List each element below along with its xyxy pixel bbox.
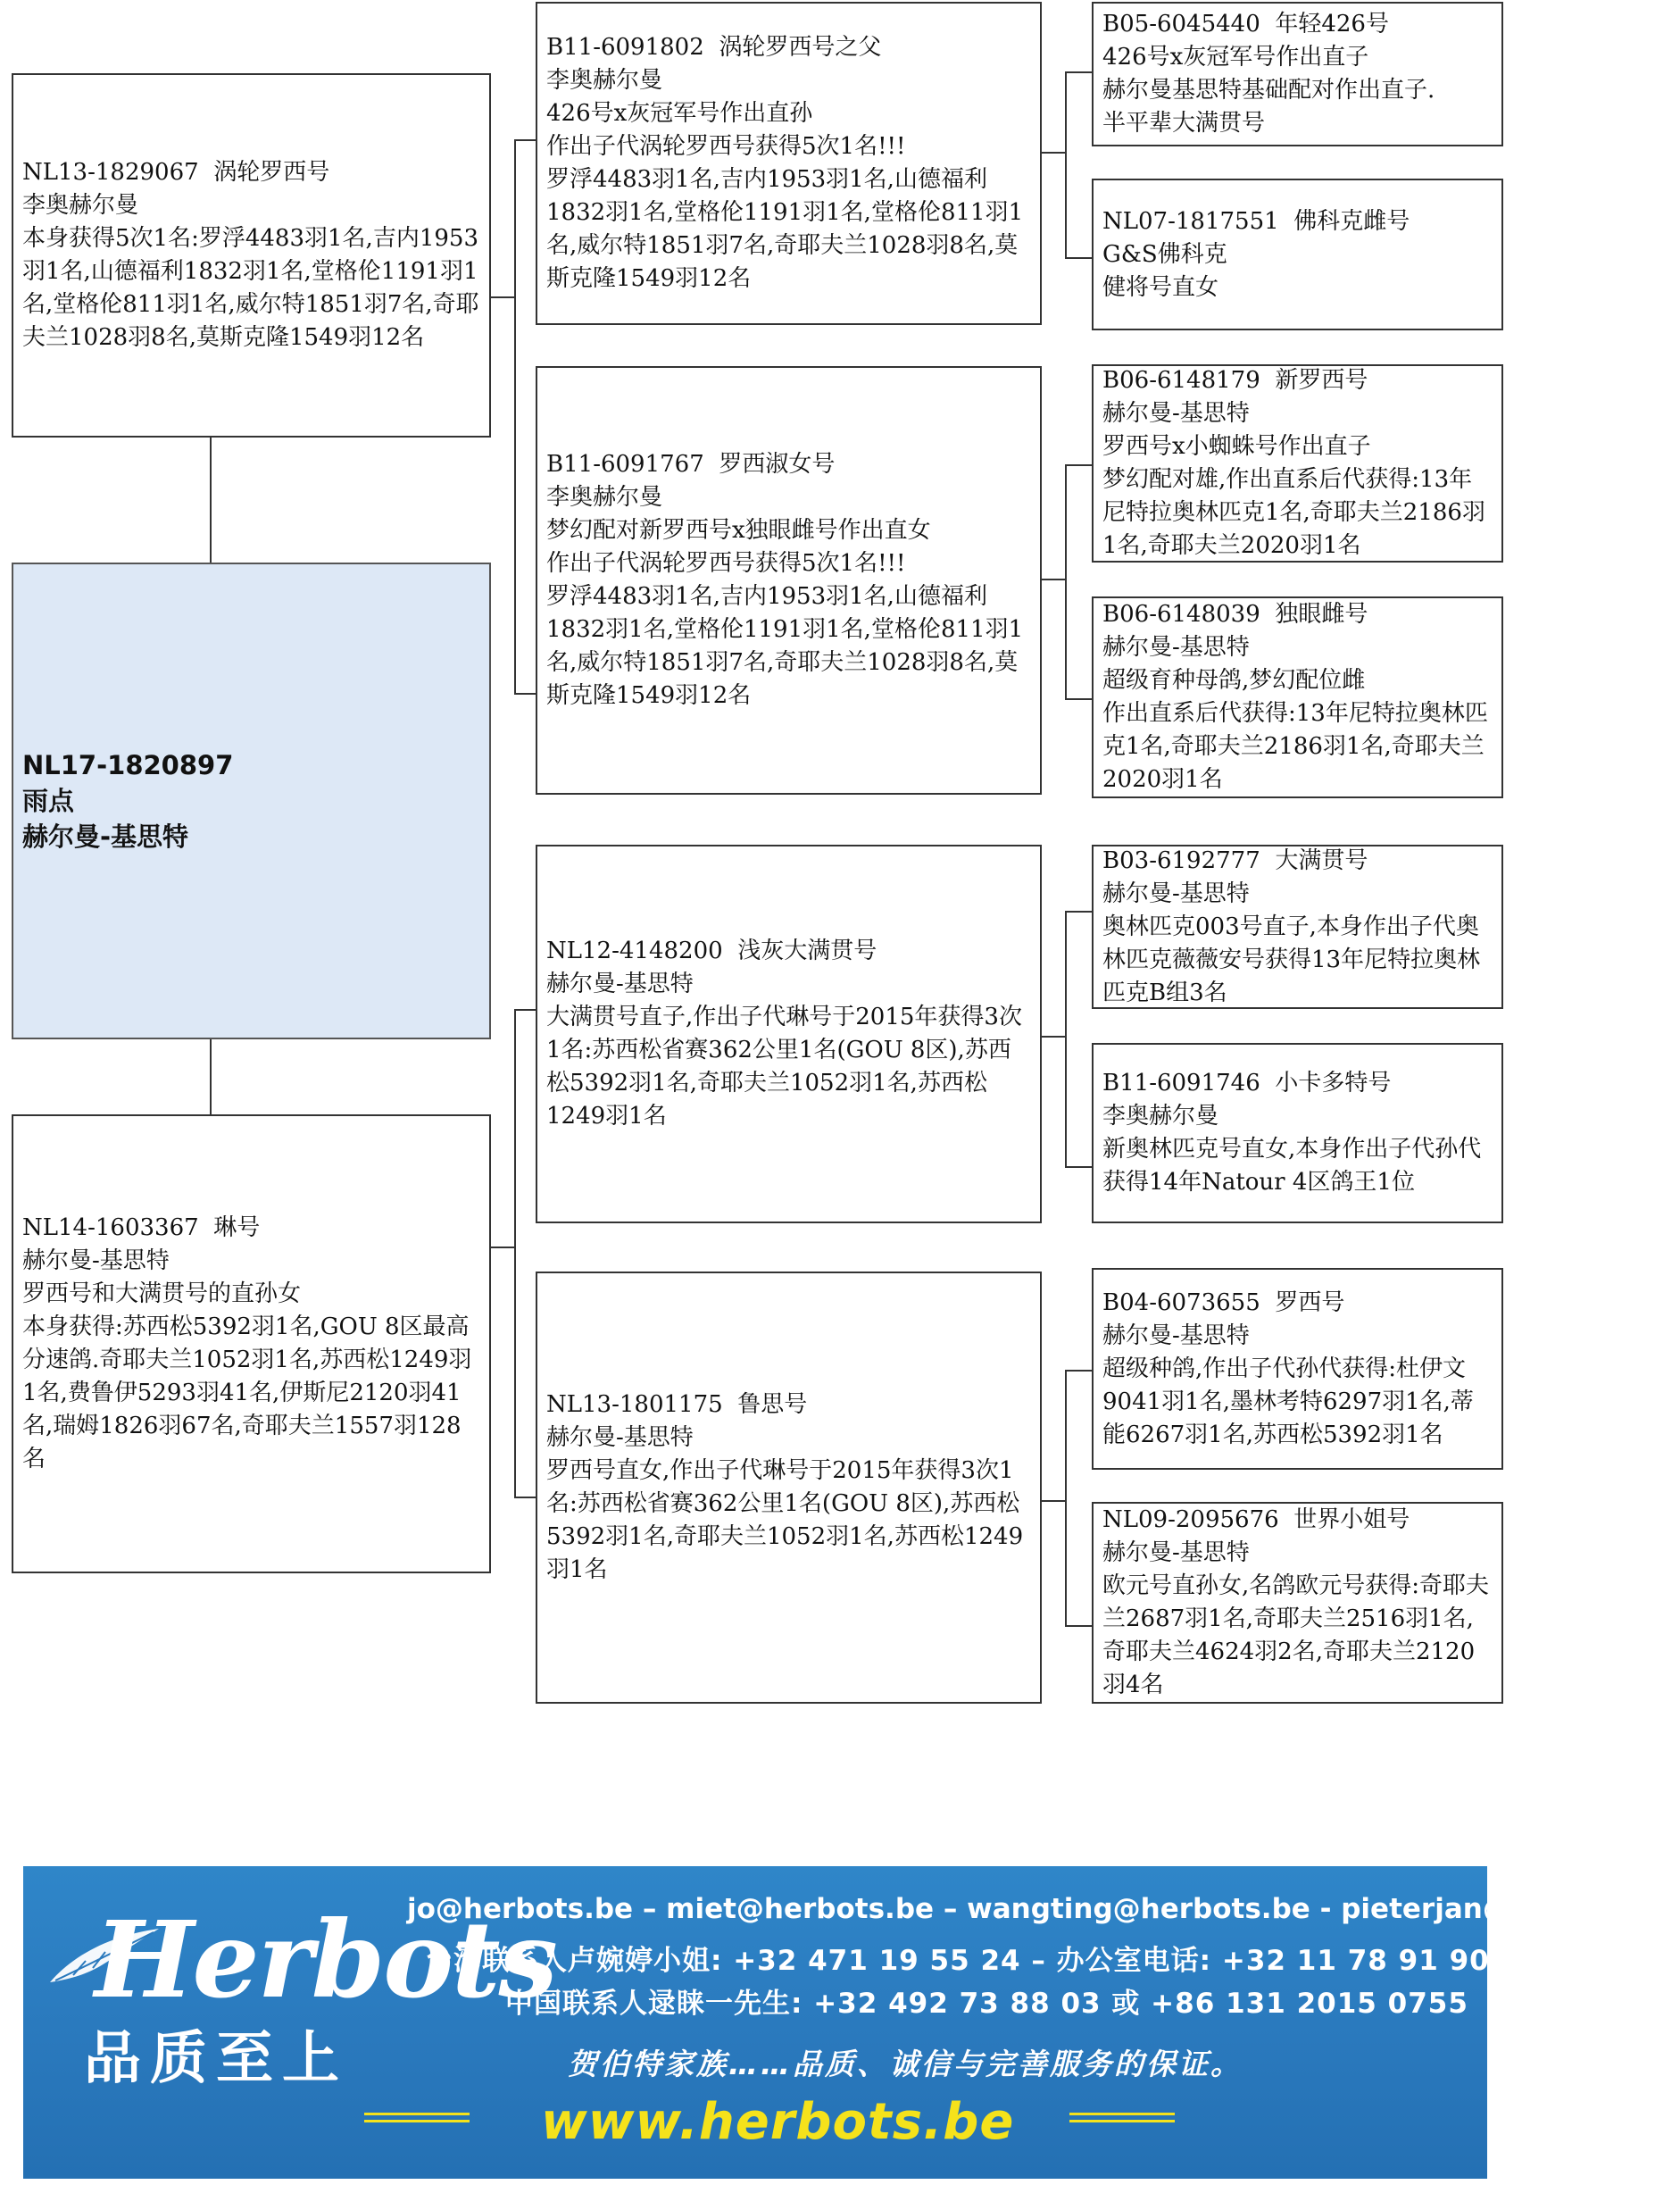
sds-owner: 赫尔曼-基思特 bbox=[1102, 400, 1250, 427]
connector-sire-ss bbox=[514, 139, 536, 141]
connector-ds-h bbox=[1042, 1036, 1065, 1038]
ds-box bbox=[536, 845, 1042, 1223]
left-yellow-rule bbox=[364, 2113, 470, 2115]
connector-sd-sds bbox=[1065, 464, 1092, 466]
connector-dam-ds bbox=[514, 1009, 536, 1011]
dam-owner: 赫尔曼-基思特 bbox=[22, 1247, 170, 1274]
contact-emails[interactable]: jo@herbots.be – miet@herbots.be – wangting@herbots.be - pieterjan@herbots.be bbox=[407, 1893, 1680, 1925]
subject-ring: NL17-1820897 bbox=[22, 750, 234, 780]
sds-box bbox=[1092, 364, 1503, 563]
sdd-owner: 赫尔曼-基思特 bbox=[1102, 634, 1250, 661]
connector-ss-bracket bbox=[1065, 71, 1067, 257]
dam-box bbox=[12, 1114, 491, 1573]
sdd-ring: B06-6148039 bbox=[1102, 601, 1260, 628]
dam-ring: NL14-1603367 bbox=[22, 1214, 199, 1241]
contact-china: 中国联系人逯睐一先生: +32 492 73 88 03 或 +86 131 2015 0755 bbox=[505, 1988, 1468, 2020]
sds-desc: 罗西号x小蜘蛛号作出直子 梦幻配对雄,作出直系后代获得:13年尼特拉奥林匹克1名,奇耶夫兰2186羽1名,奇耶夫兰2020羽1名 bbox=[1102, 433, 1485, 559]
sds-name: 新罗西号 bbox=[1275, 367, 1368, 394]
sdd-box bbox=[1092, 596, 1503, 798]
sd-owner: 李奥赫尔曼 bbox=[546, 484, 663, 511]
sdd-name: 独眼雌号 bbox=[1275, 601, 1368, 628]
connector-sd-sdd bbox=[1065, 698, 1092, 700]
ssd-box bbox=[1092, 179, 1503, 330]
right-yellow-rule bbox=[1069, 2113, 1175, 2115]
ddd-owner: 赫尔曼-基思特 bbox=[1102, 1539, 1250, 1566]
ds-desc: 大满贯号直子,作出子代琳号于2015年获得3次1名:苏西松省赛362公里1名(GOU 8区),苏西松5392羽1名,奇耶夫兰1052羽1名,苏西松1249羽1名 bbox=[546, 1004, 1022, 1130]
connector-dam-h bbox=[489, 1247, 514, 1248]
website-link[interactable]: www.herbots.be bbox=[541, 2093, 1015, 2151]
connector-sd-h bbox=[1042, 579, 1065, 580]
ss-name: 涡轮罗西号之父 bbox=[719, 34, 882, 61]
connector-ds-dsd bbox=[1065, 1166, 1092, 1168]
dd-owner: 赫尔曼-基思特 bbox=[546, 1424, 694, 1451]
contact-taiwan: 台湾联系人卢婉婷小姐: +32 471 19 55 24 – 办公室电话: +32 11 78 91 90 bbox=[425, 1945, 1490, 1977]
connector-ds-bracket bbox=[1065, 911, 1067, 1166]
ds-owner: 赫尔曼-基思特 bbox=[546, 971, 694, 997]
ddd-box bbox=[1092, 1502, 1503, 1704]
sd-box bbox=[536, 366, 1042, 795]
footer-banner bbox=[23, 1866, 1680, 2179]
dsd-desc: 新奥林匹克号直女,本身作出子代孙代获得14年Natour 4区鸽王1位 bbox=[1102, 1136, 1482, 1196]
ss-desc: 426号x灰冠军号作出直孙 作出子代涡轮罗西号获得5次1名!!! 罗浮4483羽1名,吉内1953羽1名,山德福利1832羽1名,堂格伦1191羽1名,堂格伦811羽1名,威尔特1851羽7名,奇耶夫兰1028羽8名,莫斯克隆1549羽12名 bbox=[546, 100, 1024, 292]
ds-name: 浅灰大满贯号 bbox=[737, 938, 877, 964]
connector-dam-dd bbox=[514, 1497, 536, 1498]
subject-box bbox=[12, 563, 491, 1039]
connector-ss-ssd bbox=[1065, 257, 1092, 259]
sire-name: 涡轮罗西号 bbox=[213, 159, 330, 186]
sss-box bbox=[1092, 2, 1503, 146]
ssd-ring: NL07-1817551 bbox=[1102, 207, 1279, 235]
dds-ring: B04-6073655 bbox=[1102, 1288, 1260, 1316]
ddd-desc: 欧元号直孙女,名鸽欧元号获得:奇耶夫兰2687羽1名,奇耶夫兰2516羽1名,奇耶夫兰4624羽2名,奇耶夫兰2120羽4名 bbox=[1102, 1572, 1490, 1698]
connector-sire-bracket bbox=[514, 139, 516, 693]
dsd-owner: 李奥赫尔曼 bbox=[1102, 1103, 1219, 1130]
left-yellow-rule-2 bbox=[364, 2120, 470, 2122]
dd-desc: 罗西号直女,作出子代琳号于2015年获得3次1名:苏西松省赛362公里1名(GOU 8区),苏西松5392羽1名,奇耶夫兰1052羽1名,苏西松1249羽1名 bbox=[546, 1457, 1024, 1583]
connector-dd-h bbox=[1042, 1500, 1065, 1502]
dd-box bbox=[536, 1272, 1042, 1704]
connector-subject-sire bbox=[210, 438, 212, 563]
connector-dd-bracket bbox=[1065, 1370, 1067, 1625]
dsd-box bbox=[1092, 1043, 1503, 1223]
subject-owner: 赫尔曼-基思特 bbox=[22, 821, 189, 852]
connector-sire-h bbox=[489, 296, 514, 298]
dsd-ring: B11-6091746 bbox=[1102, 1070, 1260, 1096]
dsd-name: 小卡多特号 bbox=[1275, 1070, 1392, 1096]
right-yellow-rule-2 bbox=[1069, 2120, 1175, 2122]
dds-name: 罗西号 bbox=[1275, 1288, 1345, 1316]
subject-name: 雨点 bbox=[22, 786, 75, 816]
sss-name: 年轻426号 bbox=[1275, 11, 1389, 38]
connector-dam-bracket bbox=[514, 1009, 516, 1497]
sire-ring: NL13-1829067 bbox=[22, 159, 199, 186]
sire-owner: 李奥赫尔曼 bbox=[22, 192, 139, 219]
dss-name: 大满贯号 bbox=[1275, 846, 1368, 874]
connector-dd-ddd bbox=[1065, 1625, 1092, 1627]
sire-box bbox=[12, 73, 491, 438]
ss-owner: 李奥赫尔曼 bbox=[546, 67, 663, 94]
slogan: 品质至上 bbox=[84, 2026, 348, 2092]
sdd-desc: 超级育种母鸽,梦幻配位雌 作出直系后代获得:13年尼特拉奥林匹克1名,奇耶夫兰2186羽1名,奇耶夫兰2020羽1名 bbox=[1102, 667, 1488, 793]
ds-ring: NL12-4148200 bbox=[546, 938, 723, 964]
sss-desc: 426号x灰冠军号作出直子 赫尔曼基思特基础配对作出直子. 半平辈大满贯号 bbox=[1102, 44, 1435, 137]
dam-desc: 罗西号和大满贯号的直孙女 本身获得:苏西松5392羽1名,GOU 8区最高分速鸽.奇耶夫兰1052羽1名,苏西松1249羽1名,费鲁伊5293羽41名,伊斯尼2120羽41名,瑞姆1826羽67名,奇耶夫兰1557羽128名 bbox=[22, 1280, 472, 1472]
connector-sire-sd bbox=[514, 693, 536, 695]
sds-ring: B06-6148179 bbox=[1102, 367, 1260, 394]
dd-ring: NL13-1801175 bbox=[546, 1391, 723, 1418]
connector-ss-sss bbox=[1065, 71, 1092, 73]
sss-ring: B05-6045440 bbox=[1102, 11, 1260, 38]
dd-name: 鲁思号 bbox=[737, 1391, 808, 1418]
ssd-owner: G&S佛科克 bbox=[1102, 240, 1227, 268]
dds-owner: 赫尔曼-基思特 bbox=[1102, 1322, 1250, 1349]
sd-ring: B11-6091767 bbox=[546, 451, 704, 478]
dam-name: 琳号 bbox=[213, 1214, 261, 1241]
sd-desc: 梦幻配对新罗西号x独眼雌号作出直女 作出子代涡轮罗西号获得5次1名!!! 罗浮4483羽1名,吉内1953羽1名,山德福利1832羽1名,堂格伦1191羽1名,堂格伦811羽1名,威尔特1851羽7名,奇耶夫兰1028羽8名,莫斯克隆1549羽12名 bbox=[546, 517, 1024, 709]
ddd-name: 世界小姐号 bbox=[1293, 1506, 1410, 1533]
dss-owner: 赫尔曼-基思特 bbox=[1102, 880, 1250, 907]
connector-ds-dss bbox=[1065, 911, 1092, 913]
dss-box bbox=[1092, 845, 1503, 1009]
sire-desc: 本身获得5次1名:罗浮4483羽1名,吉内1953羽1名,山德福利1832羽1名,堂格伦1191羽1名,堂格伦811羽1名,威尔特1851羽7名,奇耶夫兰1028羽8名,莫斯克隆1549羽12名 bbox=[22, 225, 479, 351]
tagline: 贺伯特家族……品质、诚信与完善服务的保证。 bbox=[568, 2047, 1243, 2081]
connector-ss-h bbox=[1042, 152, 1065, 154]
ddd-ring: NL09-2095676 bbox=[1102, 1506, 1279, 1533]
connector-subject-dam bbox=[210, 1039, 212, 1114]
ss-ring: B11-6091802 bbox=[546, 34, 704, 61]
dss-ring: B03-6192777 bbox=[1102, 846, 1260, 874]
ssd-name: 佛科克雌号 bbox=[1293, 207, 1410, 235]
connector-dd-dds bbox=[1065, 1370, 1092, 1372]
sd-name: 罗西淑女号 bbox=[719, 451, 836, 478]
dds-box bbox=[1092, 1268, 1503, 1470]
dss-desc: 奥林匹克003号直子,本身作出子代奥林匹克薇薇安号获得13年尼特拉奥林匹克B组3名 bbox=[1102, 913, 1481, 1006]
connector-sd-bracket bbox=[1065, 464, 1067, 698]
herbots-logo: Herbots bbox=[95, 1897, 556, 2022]
ssd-desc: 健将号直女 bbox=[1102, 273, 1219, 301]
ss-box bbox=[536, 2, 1042, 325]
dds-desc: 超级种鸽,作出子代孙代获得:杜伊文9041羽1名,墨林考特6297羽1名,蒂能6267羽1名,苏西松5392羽1名 bbox=[1102, 1355, 1474, 1448]
